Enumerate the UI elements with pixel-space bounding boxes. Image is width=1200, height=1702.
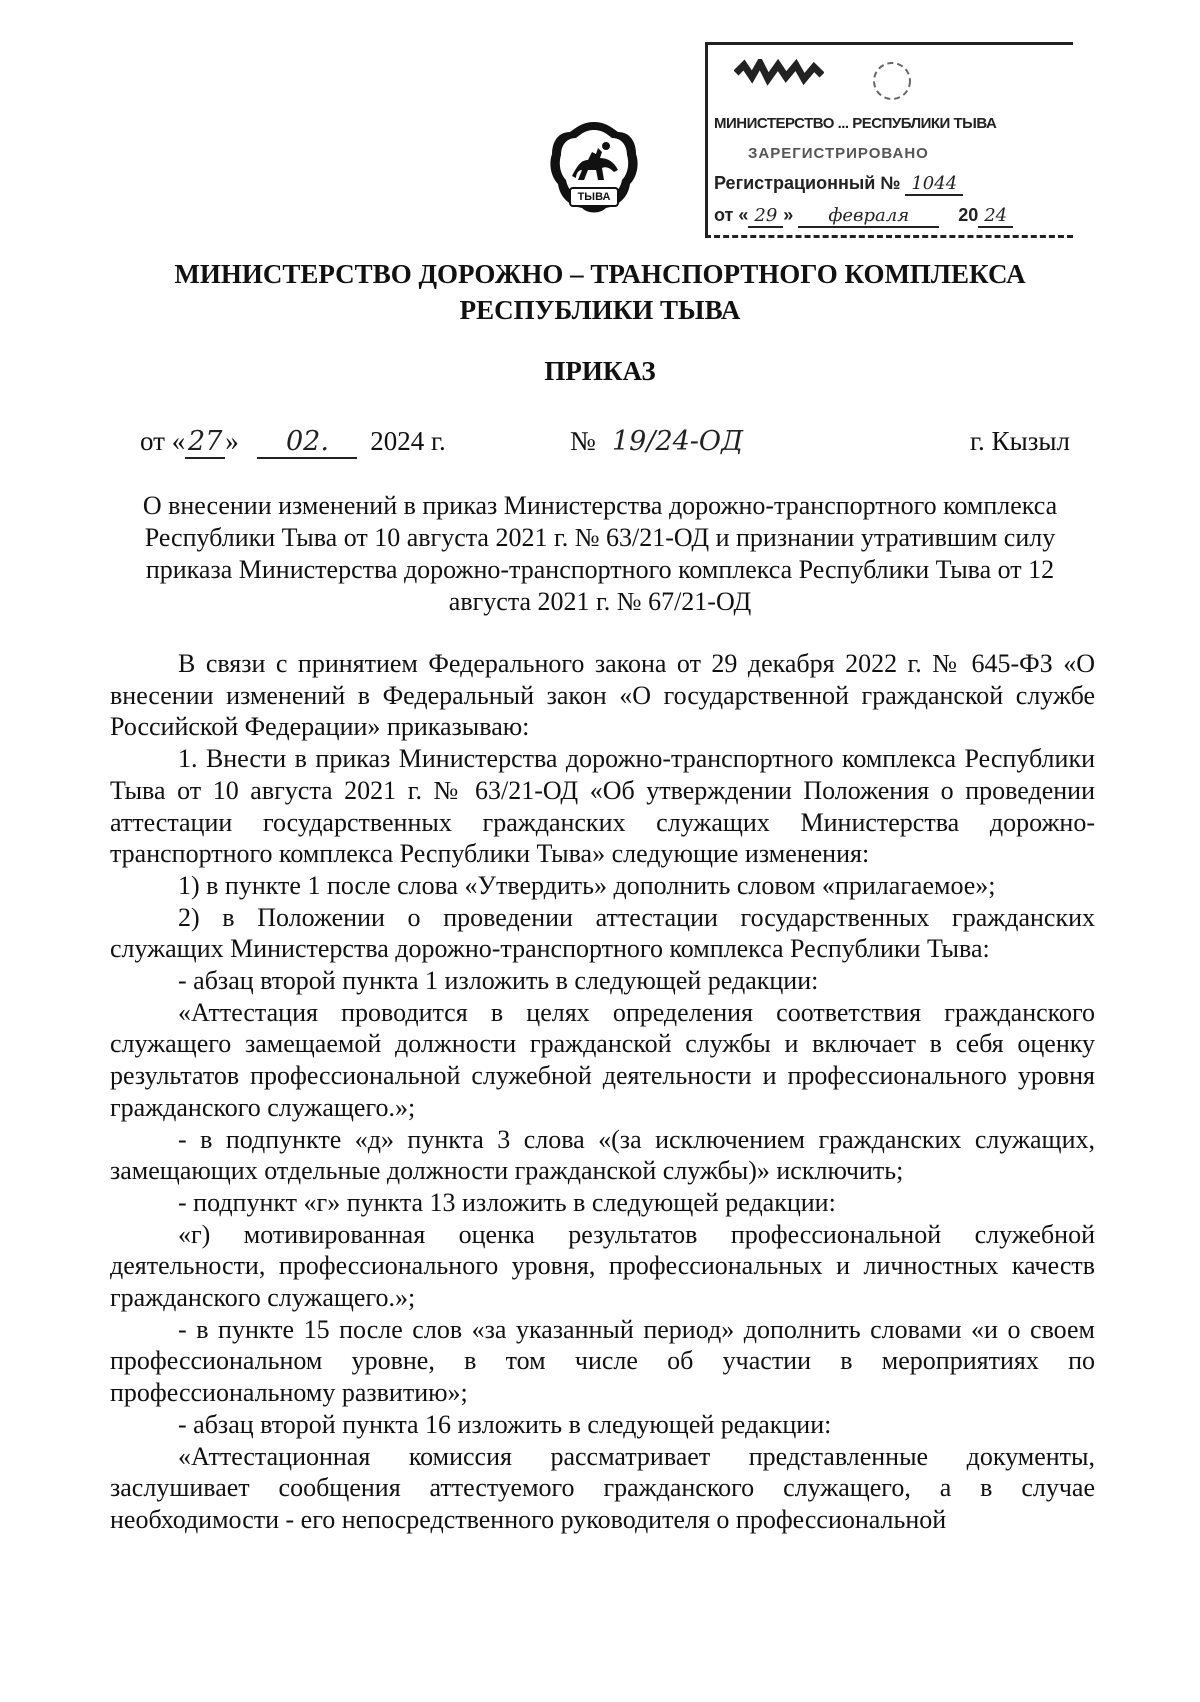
ministry-header xyxy=(0,256,1200,328)
stamp-registered-line: ЗАРЕГИСТРИРОВАНО xyxy=(748,145,929,162)
ministry-line1: МИНИСТЕРСТВО ДОРОЖНО – ТРАНСПОРТНОГО КОМПЛЕКСА xyxy=(174,259,1026,289)
order-subject: О внесении изменений в приказ Министерства дорожно-транспортного комплекса Республики Тыва от 10 августа 2021 г. № 63/21-ОД и признании утратившим силу приказа Министерства дорожно-транспортного комплекса Республики Тыва от 12 августа 2021 г. № 67/21-ОД xyxy=(142,491,1058,616)
order-body xyxy=(110,648,1095,1536)
order-number-prefix: № xyxy=(570,426,596,456)
tyva-emblem-icon xyxy=(548,118,640,222)
body-paragraph: - в подпункте «д» пункта 3 слова «(за исключением гражданских служащих, замещающих отдельные должности гражданской службы)» исключить; xyxy=(110,1124,1095,1186)
stamp-ministry-line: МИНИСТЕРСТВО ... РЕСПУБЛИКИ ТЫВА xyxy=(714,115,997,132)
body-paragraph: 1) в пункте 1 после слова «Утвердить» дополнить словом «прилагаемое»; xyxy=(178,870,996,900)
order-city: г. Кызыл xyxy=(970,426,1070,456)
stamp-reg-number: 1044 xyxy=(905,173,963,196)
stamp-date-year-prefix: 20 xyxy=(958,205,979,225)
body-paragraph: - абзац второй пункта 1 изложить в следующей редакции: xyxy=(178,966,819,996)
body-paragraph: «Аттестация проводится в целях определения соответствия гражданского служащего замещаемой должности гражданской службы и включает в себя оценку результатов профессиональной служебной деятельности и профессионального уровня гражданского служащего.»; xyxy=(110,997,1095,1122)
order-title: ПРИКАЗ xyxy=(544,356,656,386)
body-paragraph: - абзац второй пункта 16 изложить в следующей редакции: xyxy=(178,1409,832,1439)
registration-stamp xyxy=(705,42,1073,238)
body-paragraph: - в пункте 15 после слов «за указанный период» дополнить словами «и о своем профессиональном уровне, в том числе об участии в мероприятиях по профессиональному развитию»; xyxy=(110,1314,1095,1408)
stamp-seal-icon xyxy=(868,57,916,105)
stamp-reg-label: Регистрационный № xyxy=(714,173,901,193)
stamp-scribble-icon xyxy=(734,59,824,87)
order-number xyxy=(570,426,753,457)
body-paragraph: «Аттестационная комиссия рассматривает представленные документы, заслушивает сообщения аттестуемого гражданского служащего, а в случае необходимости - его непосредственного руководителя о профессиональной xyxy=(110,1441,1095,1534)
order-date xyxy=(140,426,446,459)
order-date-mid: » xyxy=(225,426,239,456)
stamp-date-day: 29 xyxy=(748,205,783,228)
body-paragraph: 1. Внести в приказ Министерства дорожно-транспортного комплекса Республики Тыва от 10 августа 2021 г. № 63/21-ОД «Об утверждении Положения о проведении аттестации государственных гражданских служащих Министерства дорожно-транспортного комплекса Республики Тыва» следующие изменения: xyxy=(110,744,1095,869)
body-paragraph: «г) мотивированная оценка результатов профессиональной служебной деятельности, профессионального уровня, профессиональных и личностных качеств гражданского служащего.»; xyxy=(110,1219,1095,1313)
stamp-date-line xyxy=(714,205,1013,226)
stamp-reg-number-line xyxy=(714,173,963,194)
order-date-month: 02. xyxy=(257,426,357,459)
body-paragraph: 2) в Положении о проведении аттестации государственных гражданских служащих Министерства дорожно-транспортного комплекса Республики Тыва: xyxy=(110,902,1095,964)
body-paragraph: В связи с принятием Федерального закона от 29 декабря 2022 г. № 645-ФЗ «О внесении изменений в Федеральный закон «О государственной гражданской службе Российской Федерации» приказываю: xyxy=(110,649,1095,742)
order-date-year: 2024 г. xyxy=(370,426,446,456)
stamp-date-month: февраля xyxy=(798,205,939,228)
ministry-line2: РЕСПУБЛИКИ ТЫВА xyxy=(459,295,741,325)
stamp-date-prefix: от « xyxy=(714,205,749,225)
order-date-day: 27 xyxy=(185,426,225,459)
stamp-date-mid: » xyxy=(783,205,794,225)
emblem-label: ТЫВА xyxy=(577,191,611,203)
order-number-value: 19/24-ОД xyxy=(612,426,744,457)
body-paragraph: - подпункт «г» пункта 13 изложить в следующей редакции: xyxy=(178,1187,836,1217)
stamp-date-year: 24 xyxy=(978,205,1013,228)
order-date-prefix: от « xyxy=(140,426,186,456)
